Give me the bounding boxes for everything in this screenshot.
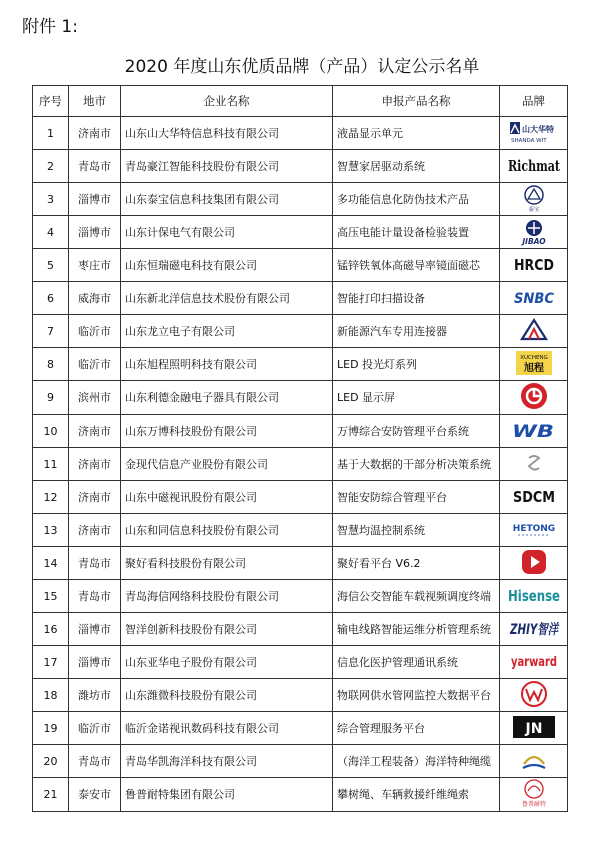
table-row <box>33 712 568 745</box>
row-company: 山东和同信息科技股份有限公司 <box>121 514 333 547</box>
table-row <box>33 580 568 613</box>
row-city: 济南市 <box>69 481 121 514</box>
richmat-logo <box>506 153 562 180</box>
table-row <box>33 547 568 580</box>
row-company: 山东万博科技股份有限公司 <box>121 415 333 448</box>
row-city: 淄博市 <box>69 216 121 249</box>
row-company: 山东恒瑞磁电科技有限公司 <box>121 249 333 282</box>
row-seq: 17 <box>33 646 69 679</box>
row-product: 液晶显示单元 <box>333 117 500 150</box>
row-seq: 18 <box>33 679 69 712</box>
table-row <box>33 745 568 778</box>
table-row <box>33 282 568 315</box>
row-seq: 1 <box>33 117 69 150</box>
row-seq: 4 <box>33 216 69 249</box>
shandahuate-logo <box>508 120 560 147</box>
yarward-logo <box>509 650 559 675</box>
row-seq: 2 <box>33 150 69 183</box>
row-product: 智能安防综合管理平台 <box>333 481 500 514</box>
table-row <box>33 679 568 712</box>
row-product: 攀树绳、车辆救援纤维绳索 <box>333 778 500 812</box>
row-company: 山东旭程照明科技有限公司 <box>121 348 333 381</box>
svg-text:SNBC: SNBC <box>513 290 555 307</box>
row-brand-logo <box>500 216 568 249</box>
table-row <box>33 150 568 183</box>
row-city: 滨州市 <box>69 381 121 415</box>
table-row <box>33 481 568 514</box>
row-seq: 9 <box>33 381 69 415</box>
row-seq: 15 <box>33 580 69 613</box>
row-product: 基于大数据的干部分析决策系统 <box>333 448 500 481</box>
row-brand-logo <box>500 745 568 778</box>
svg-text:泰宝: 泰宝 <box>527 206 540 213</box>
row-seq: 20 <box>33 745 69 778</box>
svg-text:JIBAO: JIBAO <box>521 236 546 246</box>
row-seq: 3 <box>33 183 69 216</box>
svg-text:SHANDA WIT: SHANDA WIT <box>510 137 547 144</box>
row-city: 济南市 <box>69 448 121 481</box>
row-brand-logo <box>500 348 568 381</box>
row-city: 淄博市 <box>69 183 121 216</box>
row-product: 多功能信息化防伪技术产品 <box>333 183 500 216</box>
row-city: 济南市 <box>69 415 121 448</box>
table-row <box>33 778 568 812</box>
row-company: 青岛华凯海洋科技有限公司 <box>121 745 333 778</box>
row-brand-logo <box>500 117 568 150</box>
row-brand-logo <box>500 712 568 745</box>
svg-text:旭程: 旭程 <box>523 362 544 374</box>
row-company: 金现代信息产业股份有限公司 <box>121 448 333 481</box>
header-company: 企业名称 <box>121 86 333 117</box>
row-city: 青岛市 <box>69 580 121 613</box>
row-company: 临沂金诺视讯数码科技有限公司 <box>121 712 333 745</box>
row-company: 聚好看科技股份有限公司 <box>121 547 333 580</box>
row-product: 海信公交智能车载视频调度终端 <box>333 580 500 613</box>
row-city: 威海市 <box>69 282 121 315</box>
row-seq: 19 <box>33 712 69 745</box>
row-company: 青岛豪江智能科技股份有限公司 <box>121 150 333 183</box>
row-brand-logo <box>500 448 568 481</box>
row-seq: 21 <box>33 778 69 812</box>
row-product: 智慧家居驱动系统 <box>333 150 500 183</box>
huakai-logo <box>519 746 549 777</box>
row-brand-logo <box>500 415 568 448</box>
svg-text:WB: WB <box>511 421 554 442</box>
header-product: 申报产品名称 <box>333 86 500 117</box>
row-city: 青岛市 <box>69 547 121 580</box>
juhaokan-logo <box>521 549 547 578</box>
row-brand-logo <box>500 778 568 812</box>
table-row <box>33 448 568 481</box>
row-city: 泰安市 <box>69 778 121 812</box>
row-product: 物联网供水管网监控大数据平台 <box>333 679 500 712</box>
table-row <box>33 249 568 282</box>
row-seq: 12 <box>33 481 69 514</box>
row-brand-logo <box>500 646 568 679</box>
wb-logo <box>510 419 558 444</box>
row-brand-logo <box>500 183 568 216</box>
row-city: 临沂市 <box>69 348 121 381</box>
row-product: 聚好看平台 V6.2 <box>333 547 500 580</box>
hetong-logo <box>510 519 558 542</box>
row-seq: 5 <box>33 249 69 282</box>
table-row <box>33 117 568 150</box>
table-row <box>33 646 568 679</box>
row-city: 青岛市 <box>69 745 121 778</box>
row-seq: 6 <box>33 282 69 315</box>
svg-text:鲁普耐特: 鲁普耐特 <box>521 801 546 808</box>
header-city: 地市 <box>69 86 121 117</box>
row-seq: 14 <box>33 547 69 580</box>
jinxiandai-logo <box>523 452 545 477</box>
row-product: 高压电能计量设备检验装置 <box>333 216 500 249</box>
lide-logo <box>519 381 549 414</box>
row-company: 山东泰宝信息科技集团有限公司 <box>121 183 333 216</box>
row-company: 山东潍微科技股份有限公司 <box>121 679 333 712</box>
row-brand-logo <box>500 514 568 547</box>
zhiyang-logo <box>508 616 575 643</box>
row-brand-logo <box>500 481 568 514</box>
sdcm-logo <box>511 485 557 510</box>
table-row <box>33 315 568 348</box>
row-product: 新能源汽车专用连接器 <box>333 315 500 348</box>
row-company: 鲁普耐特集团有限公司 <box>121 778 333 812</box>
row-company: 山东亚华电子股份有限公司 <box>121 646 333 679</box>
jinnuo-logo <box>512 714 556 743</box>
row-city: 青岛市 <box>69 150 121 183</box>
row-brand-logo <box>500 547 568 580</box>
table-body <box>33 117 575 812</box>
header-seq: 序号 <box>33 86 69 117</box>
longli-logo <box>518 317 550 346</box>
row-brand-logo <box>500 249 568 282</box>
row-product: 智能打印扫描设备 <box>333 282 500 315</box>
row-seq: 16 <box>33 613 69 646</box>
lupunaite-logo <box>516 778 552 811</box>
svg-text:XUCHENG: XUCHENG <box>519 354 548 361</box>
row-seq: 7 <box>33 315 69 348</box>
row-city: 济南市 <box>69 117 121 150</box>
row-brand-logo <box>500 315 568 348</box>
svg-text:JN: JN <box>525 720 542 737</box>
row-company: 山东计保电气有限公司 <box>121 216 333 249</box>
row-company: 山东中磁视讯股份有限公司 <box>121 481 333 514</box>
jibao-logo <box>514 217 554 248</box>
row-brand-logo <box>500 150 568 183</box>
table-row <box>33 348 568 381</box>
row-city: 枣庄市 <box>69 249 121 282</box>
row-seq: 8 <box>33 348 69 381</box>
row-seq: 13 <box>33 514 69 547</box>
row-product: 输电线路智能运维分析管理系统 <box>333 613 500 646</box>
row-product: LED 投光灯系列 <box>333 348 500 381</box>
row-brand-logo <box>500 580 568 613</box>
row-product: 锰锌铁氧体高磁导率镜面磁芯 <box>333 249 500 282</box>
row-brand-logo <box>500 613 575 646</box>
row-seq: 11 <box>33 448 69 481</box>
svg-text:ZHIY智洋: ZHIY智洋 <box>509 621 575 638</box>
row-company: 青岛海信网络科技股份有限公司 <box>121 580 333 613</box>
svg-text:HETONG: HETONG <box>512 523 555 534</box>
row-brand-logo <box>500 282 568 315</box>
svg-text:yarward: yarward <box>510 654 557 670</box>
row-city: 淄博市 <box>69 613 121 646</box>
row-company: 智洋创新科技股份有限公司 <box>121 613 333 646</box>
row-city: 济南市 <box>69 514 121 547</box>
table-row <box>33 613 568 646</box>
row-city: 淄博市 <box>69 646 121 679</box>
row-company: 山东利德金融电子器具有限公司 <box>121 381 333 415</box>
row-city: 临沂市 <box>69 315 121 348</box>
snbc-logo <box>512 286 556 311</box>
row-seq: 10 <box>33 415 69 448</box>
row-product: 信息化医护管理通讯系统 <box>333 646 500 679</box>
svg-text:山大华特: 山大华特 <box>521 124 554 134</box>
hrcd-logo <box>512 253 556 278</box>
row-product: LED 显示屏 <box>333 381 500 415</box>
row-product: （海洋工程装备）海洋特种绳缆 <box>333 745 500 778</box>
xucheng-logo <box>515 350 553 379</box>
svg-text:Hisense: Hisense <box>507 586 560 605</box>
row-company: 山东山大华特信息科技有限公司 <box>121 117 333 150</box>
taibao-logo <box>519 184 549 215</box>
row-company: 山东新北洋信息技术股份有限公司 <box>121 282 333 315</box>
row-brand-logo <box>500 381 568 415</box>
header-brand: 品牌 <box>500 86 568 117</box>
table-row <box>33 514 568 547</box>
document-title: 2020 年度山东优质品牌（产品）认定公示名单 <box>124 57 480 77</box>
table-header-row <box>33 86 568 117</box>
row-product: 综合管理服务平台 <box>333 712 500 745</box>
row-brand-logo <box>500 679 568 712</box>
row-company: 山东龙立电子有限公司 <box>121 315 333 348</box>
row-city: 临沂市 <box>69 712 121 745</box>
svg-text:Richmat: Richmat <box>507 156 560 175</box>
svg-text:HRCD: HRCD <box>513 255 554 274</box>
row-product: 万博综合安防管理平台系统 <box>333 415 500 448</box>
table-row <box>33 183 568 216</box>
hisense-logo <box>506 584 562 609</box>
annex-label: 附件 1: <box>22 17 78 37</box>
table-row <box>33 415 568 448</box>
table-row <box>33 216 568 249</box>
row-product: 智慧均温控制系统 <box>333 514 500 547</box>
row-city: 潍坊市 <box>69 679 121 712</box>
brand-list-table <box>32 85 575 812</box>
svg-text:SDCM: SDCM <box>512 487 555 506</box>
weiwei-logo <box>520 680 548 711</box>
table-row <box>33 381 568 415</box>
